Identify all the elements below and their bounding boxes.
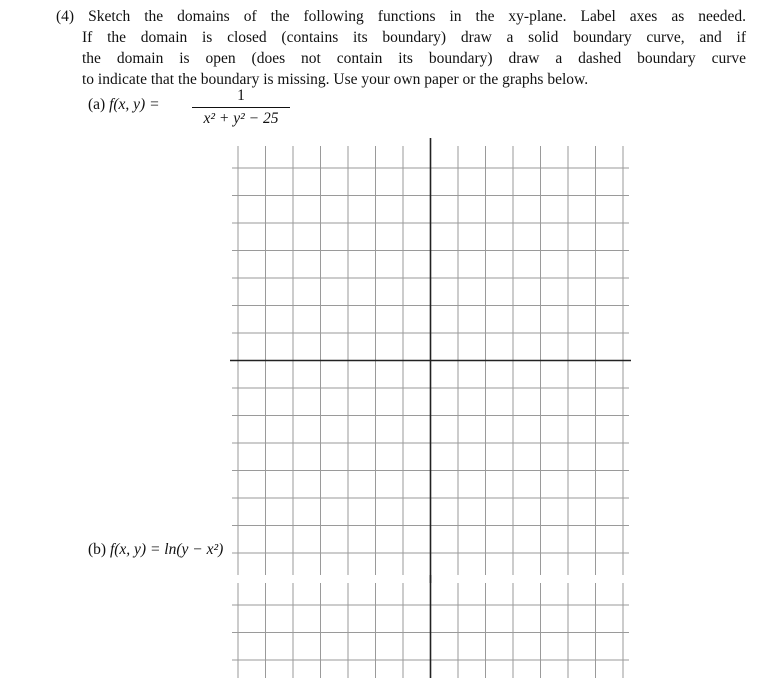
fraction-denominator: x² + y² − 25 [203, 110, 279, 127]
part-a-label: (a) [88, 96, 106, 113]
problem-line-1: (4) Sketch the domains of the following functions in the xy-plane. Label axes as needed. [56, 8, 746, 25]
fraction-numerator: 1 [237, 87, 245, 104]
part-b-expression: f(x, y) = ln(y − x²) [109, 541, 224, 558]
part-b-label: (b) [88, 541, 107, 558]
problem-line-4: to indicate that the boundary is missing. Use your own paper or the graphs below. [82, 71, 589, 88]
problem-line-3: the domain is open (does not contain its boundary) draw a dashed boundary curve [82, 50, 746, 67]
problem-number: (4) [56, 8, 75, 25]
part-a-lhs: f(x, y) = [109, 96, 160, 113]
problem-line-2: If the domain is closed (contains its boundary) draw a solid boundary curve, and if [82, 29, 746, 46]
